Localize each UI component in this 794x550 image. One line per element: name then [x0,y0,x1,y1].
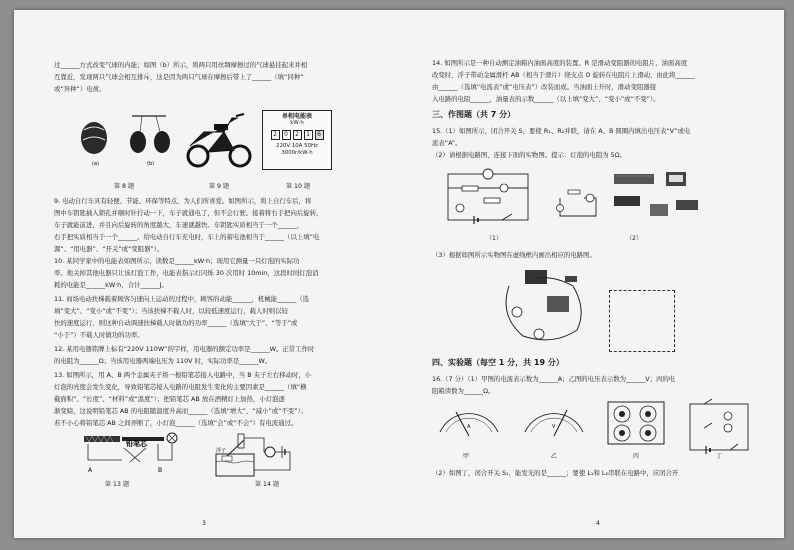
caption-q13: 第 13 题 [104,481,130,488]
clip-a-label: A [88,467,93,474]
text-line: 互靠近，发现两只气球会相互排斥，这是因为两只气球在摩擦后带上了______（填“同种” [54,73,304,81]
pencil-lead-circuit [74,430,184,480]
question-13: 13. 如图所示，用 A、B 两个金属夹子将一根铅笔芯接入电路中，当 B 夹子左右移动时，小 [54,371,312,379]
caption-q10: 第 10 题 [285,183,311,190]
text-line: 流表“A”。 [432,139,462,147]
meter-digit: 0 [282,130,291,140]
figure-label-2: （2） [625,235,643,242]
section-drawing-title: 三、作图题（共 7 分） [432,110,516,119]
meter-digits [263,130,331,140]
section-experiment-title: 四、实验题（每空 1 分，共 19 分） [432,358,564,367]
caption-q14: 第 14 题 [254,481,280,488]
text-line: 由______（选填“电流表”或“电压表”）改装而成。当油面上升时，滑动变阻器接 [432,83,657,91]
question-11: 11. 商场电动扶梯载着顾客匀速向上运动的过程中，顾客的动能______，机械能______（选 [54,295,310,303]
svg-text:V: V [552,424,556,430]
clip-b-label: B [158,467,163,474]
text-line: 入电路的电阻______，油量表的示数______（以上填“变大”、“变小”或“不变”）。 [432,95,660,103]
text-line: “小于”）不载人时做功的功率。 [54,331,144,339]
text-line: 图中车钥匙插入锁孔并顺时针拧动一下，车子就通电了，但不会行驶。接着将右手把向后旋转， [54,209,323,217]
text-line: 或“异种”）电荷。 [54,85,106,93]
text-line: 截面积”、“长度”、“材料”或“温度”）；把铅笔芯 AB 放在酒精灯上加热，小灯泡逐 [54,395,285,403]
label-jia: 甲 [462,453,470,460]
text-line: 阻箱读数为______Ω。 [432,387,495,395]
page-number: 3 [202,520,206,528]
scooter-figure [184,110,254,170]
page-3 [14,10,406,538]
question-9: 9. 电动自行车具有轻便、节能、环保等特点，为人们所喜爱。如图所示，将上自行车后，将 [54,197,312,205]
circuit-diagram-ding [684,398,754,458]
text-line: 灯泡的亮度会发生变化，导致铅笔芯接入电路的电阻发生变化的主要因素是______（填“横 [54,383,307,391]
text-line: 若不小心将铅笔芯 AB 之间弄断了，小灯泡______（选填“会”或“不会”）有电流通过。 [54,419,298,427]
text-line: 率。他关掉其他电器只让该灯泡工作，电能表指示灯闪烁 30 次用时 10min，这段时间灯泡消 [54,269,319,277]
label-a: (a) [92,161,99,167]
question-12: 12. 某用电器铭牌上标有“220V 110W”的字样，用电器的额定功率是______W。正常工作时 [54,345,315,353]
balloon-figure [74,110,174,170]
meter-digit: 6 [315,130,324,140]
meter-digit: 2 [271,130,280,140]
text-line: （2）请根据电路图，连接下面的实物图。提示：灯泡的电阻为 5Ω。 [432,151,626,159]
meter-spec: 220V 10A 50Hz [276,143,318,149]
physical-circuit-3 [499,268,589,348]
label-b: (b) [147,161,155,167]
voltmeter-dial-yi [519,402,589,442]
question-15: 15.（1）如图所示，闭合开关 S，要使 R₁、R₂并联，请在 A、B 圆圈内填出电压表“V”或电 [432,127,691,135]
pencil-lead-label: 铅笔芯 [126,440,147,448]
caption-q9: 第 9 题 [208,183,230,190]
meter-title: 单相电能表 [281,113,312,120]
meter-unit: kW·h [290,120,304,126]
page-4 [414,10,784,538]
meter-rev: 3000r/kW·h [281,150,313,156]
text-line: 改变时，浮子带动金属滑杆 AB（相当于滑片）绕支点 O 旋转在电阻片上滑动，由此将______ [432,71,695,79]
figure-label-1: （1） [485,235,503,242]
label-bing: 丙 [632,453,640,460]
component-photo-2 [554,168,704,228]
page-number: 4 [596,520,600,528]
resistance-box-bing [606,400,666,446]
meter-digit: 1 [304,130,313,140]
float-label: 浮子 [216,448,227,454]
text-line: 快的速度运行，则这种自动调速扶梯载人时做功的功率______（选填“大于”、“等于”或 [54,319,298,327]
label-ding: 丁 [715,453,723,460]
text-line: 填“变大”、“变小”或“不变”）；当该扶梯不载人时，以较低速度运行，载人时则以较 [54,307,288,315]
text-line: 渐变暗，这说明铅笔芯 AB 的电阻随温度升高而______（选填“增大”、“减小”或“不变”）； [54,407,308,415]
energy-meter [262,110,332,170]
text-line: 过______方式改变气球的内能；如图（b）所示，将两只用丝绸摩擦过的气球悬挂起来并相 [54,61,308,69]
ammeter-dial-jia [434,402,504,442]
svg-text:A: A [467,424,471,430]
caption-q8: 第 8 题 [113,183,135,190]
label-yi: 乙 [550,453,558,460]
question-16: 16.（7 分）（1）甲图的电流表示数为______A；乙图的电压表示数为______V；丙的电 [432,375,676,383]
meter-digit: 2 [293,130,302,140]
text-line: （3）根据如图所示实物图在虚线框内画出相应的电路图。 [432,251,596,259]
exam-sheet [14,10,784,538]
text-line: 的电阻为______Ω；当该用电器两端电压为 110V 时，实际功率是______W。 [54,357,272,365]
text-line: 耗的电能是______kW·h，合计______J。 [54,281,168,289]
text-line: （2）如图丁，闭合开关 S₁，能发光的是______；要使 L₁和 L₂串联在电路中，应闭合开 [432,469,679,477]
question-14: 14. 如图所示是一种自动测定油箱内油面高度的装置。R 是滑动变阻器的电阻片，油面高度 [432,59,688,67]
circuit-diagram-1 [444,168,534,228]
text-line: 源”、“用电器”、“开关”或“变阻器”）。 [54,245,164,253]
question-10: 10. 某同学家中的电能表如图所示，读数是______kW·h；现用它测量一只灯泡的实际功 [54,257,300,265]
text-line: 右手把实质相当于一个______。给电动自行车充电时，车上的蓄电池相当于______（以上填“电 [54,233,320,241]
text-line: 车子就能前进，并且向后旋转的角度越大，车速就越快。车钥匙实质相当于一个______， [54,221,304,229]
fuel-gauge-diagram [214,430,314,480]
answer-box-dashed[interactable] [609,290,675,352]
